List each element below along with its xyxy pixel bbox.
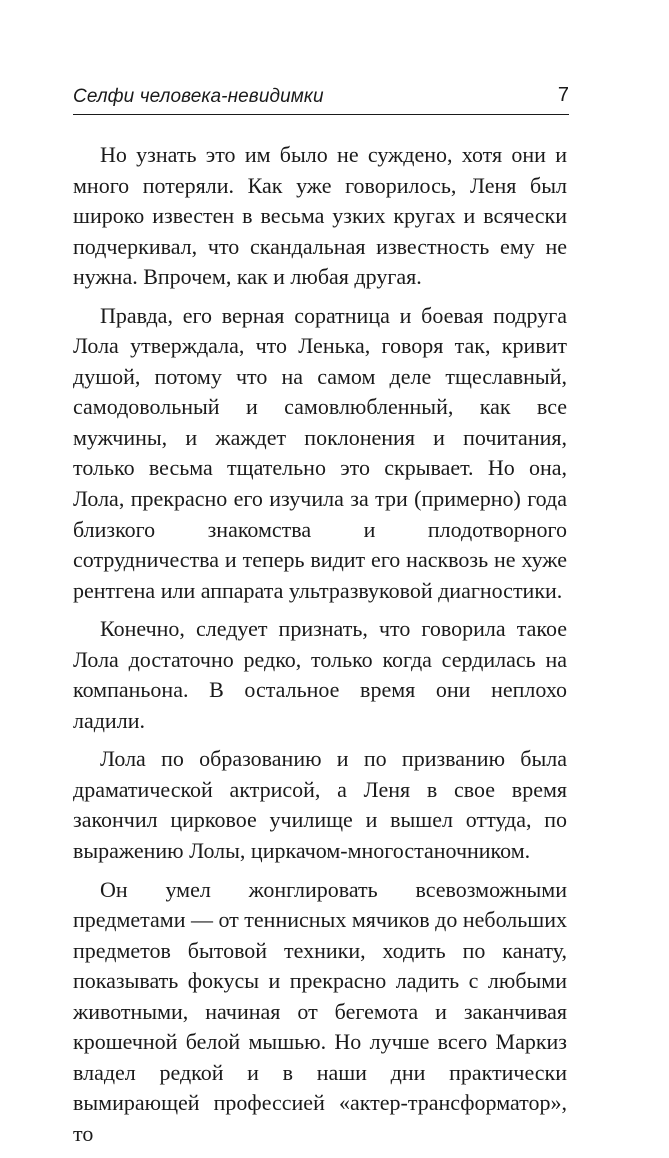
paragraph-2: Правда, его верная соратница и боевая подруга Лола утверждала, что Ленька, говоря так, кривит душой, потому что на самом деле тщеславный, самодовольный и самовлюбленный, как все мужчины, и жаждет поклонения и почитания, только весьма тщательно это скрывает. Но она, Лола, прекрасно его изучила за три (примерно) года близкого знакомства и плодотворного сотрудничества и теперь видит его насквозь не хуже рентгена или аппарата ультразвуковой диагностики. (73, 302, 567, 603)
paragraph-3: Конечно, следует признать, что говорила такое Лола достаточно редко, только когда сердилась на компаньона. В остальное время они неплохо ладили. (73, 616, 567, 733)
running-title: Селфи человека-невидимки (73, 86, 324, 107)
paragraph-1: Но узнать это им было не суждено, хотя они и много потеряли. Как уже говорилось, Леня был широко известен в весьма узких кругах и всячески подчеркивал, что скандальная известность ему не нужна. Впрочем, как и любая другая. (73, 142, 567, 290)
running-header (73, 80, 569, 110)
body-text (73, 140, 567, 1158)
paragraph-4: Лола по образованию и по призванию была драматической актрисой, а Леня в свое время закончил цирковое училище и вышел оттуда, по выражению Лолы, циркачом-многостаночником. (73, 746, 567, 864)
paragraph-5: Он умел жонглировать всевозможными предметами — от теннисных мячиков до небольших предметов бытовой техники, ходить по канату, показывать фокусы и прекрасно ладить с любыми животными, начиная от бегемота и заканчивая крошечной белой мышью. Но лучше всего Маркиз владел редкой и в наши дни практически вымирающей профессией «актер-трансформатор», то (73, 876, 568, 1146)
page-number: 7 (557, 84, 569, 106)
header-rule (73, 114, 569, 115)
